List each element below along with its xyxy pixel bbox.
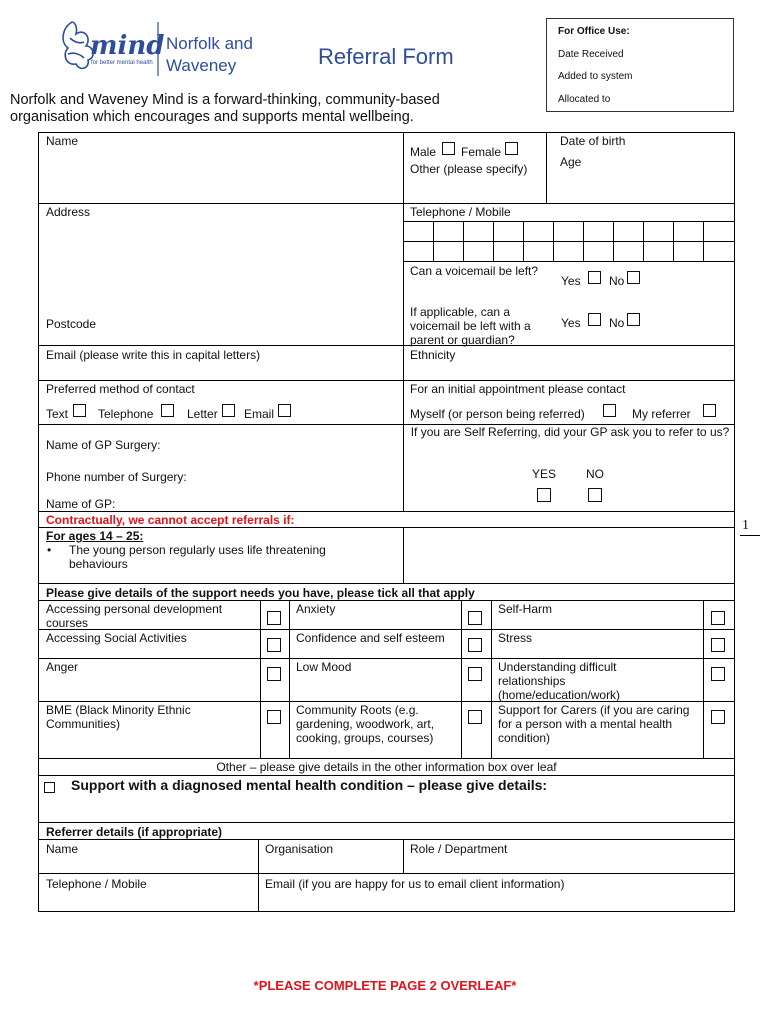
need-anxiety-checkbox[interactable] bbox=[468, 611, 482, 625]
office-use-title: For Office Use: bbox=[558, 26, 630, 37]
need-bme: BME (Black Minority Ethnic Communities) bbox=[46, 703, 191, 731]
self-referral-question: If you are Self Referring, did your GP ask you to refer to us? bbox=[410, 425, 730, 439]
voicemail-yes-checkbox[interactable] bbox=[588, 271, 601, 284]
female-checkbox[interactable] bbox=[505, 142, 518, 155]
bullet-icon: • bbox=[47, 543, 52, 557]
office-added-to-system: Added to system bbox=[558, 71, 633, 82]
diagnosed-heading: Support with a diagnosed mental health condition – please give details: bbox=[71, 777, 548, 793]
voicemail-guardian-label: If applicable, can a voicemail be left with a parent or guardian? bbox=[410, 305, 531, 347]
need-carers: Support for Carers (if you are caring for a person with a mental health condition) bbox=[498, 703, 690, 745]
email-label: Email (please write this in capital letters) bbox=[46, 348, 261, 362]
name-label: Name bbox=[46, 134, 79, 148]
dob-label: Date of birth bbox=[560, 134, 626, 148]
exclusion-ages: For ages 14 – 25: bbox=[46, 529, 144, 543]
voicemail-no-checkbox[interactable] bbox=[627, 271, 640, 284]
initial-appointment-label: For an initial appointment please contact bbox=[410, 382, 626, 396]
female-label: Female bbox=[461, 145, 502, 159]
need-community-roots-checkbox[interactable] bbox=[468, 710, 482, 724]
need-low-mood-checkbox[interactable] bbox=[468, 667, 482, 681]
need-confidence: Confidence and self esteem bbox=[296, 631, 445, 645]
address-label: Address bbox=[46, 205, 91, 219]
need-stress: Stress bbox=[498, 631, 533, 645]
gp-surgery-label: Name of GP Surgery: bbox=[46, 438, 161, 452]
voicemail-label: Can a voicemail be left? bbox=[410, 264, 539, 278]
office-date-received: Date Received bbox=[558, 49, 624, 60]
referrer-heading: Referrer details (if appropriate) bbox=[46, 825, 223, 839]
voicemail-no-label: No bbox=[609, 274, 625, 288]
self-referral-no-label: NO bbox=[586, 467, 604, 481]
contact-letter-label: Letter bbox=[187, 407, 218, 421]
guardian-yes-checkbox[interactable] bbox=[588, 313, 601, 326]
need-stress-checkbox[interactable] bbox=[711, 638, 725, 652]
need-community-roots: Community Roots (e.g. gardening, woodwork, art, cooking, groups, courses) bbox=[296, 703, 435, 745]
logo-region-line2: Waveney bbox=[166, 56, 237, 75]
need-carers-checkbox[interactable] bbox=[711, 710, 725, 724]
need-social-activities: Accessing Social Activities bbox=[46, 631, 187, 645]
gp-name-label: Name of GP: bbox=[46, 497, 116, 511]
guardian-yes-label: Yes bbox=[561, 316, 581, 330]
exclusion-heading: Contractually, we cannot accept referrals if: bbox=[46, 513, 295, 527]
office-use-box bbox=[546, 18, 734, 112]
need-personal-development: Accessing personal development courses bbox=[46, 602, 223, 630]
need-personal-development-checkbox[interactable] bbox=[267, 611, 281, 625]
appointment-referrer-checkbox[interactable] bbox=[703, 404, 716, 417]
need-anger: Anger bbox=[46, 660, 79, 674]
need-confidence-checkbox[interactable] bbox=[468, 638, 482, 652]
referrer-email-label: Email (if you are happy for us to email client information) bbox=[265, 877, 565, 891]
referrer-name-label: Name bbox=[46, 842, 79, 856]
preferred-contact-label: Preferred method of contact bbox=[46, 382, 195, 396]
logo-word: mind bbox=[90, 31, 165, 61]
need-anxiety: Anxiety bbox=[296, 602, 336, 616]
male-checkbox[interactable] bbox=[442, 142, 455, 155]
guardian-no-label: No bbox=[609, 316, 625, 330]
telephone-label: Telephone / Mobile bbox=[410, 205, 511, 219]
contact-email-label: Email bbox=[244, 407, 275, 421]
page-number: 1 bbox=[742, 518, 749, 533]
need-self-harm-checkbox[interactable] bbox=[711, 611, 725, 625]
logo-region-line1: Norfolk and bbox=[166, 34, 253, 53]
appointment-myself-checkbox[interactable] bbox=[603, 404, 616, 417]
guardian-no-checkbox[interactable] bbox=[627, 313, 640, 326]
page-number-rule bbox=[740, 535, 760, 536]
need-self-harm: Self-Harm bbox=[498, 602, 553, 616]
self-referral-yes-label: YES bbox=[532, 467, 557, 481]
male-label: Male bbox=[410, 145, 437, 159]
other-gender-label: Other (please specify) bbox=[410, 162, 528, 176]
complete-overleaf-note: *PLEASE COMPLETE PAGE 2 OVERLEAF* bbox=[253, 978, 517, 993]
diagnosed-checkbox[interactable] bbox=[44, 782, 55, 793]
contact-letter-checkbox[interactable] bbox=[222, 404, 235, 417]
gp-phone-label: Phone number of Surgery: bbox=[46, 470, 187, 484]
logo-tagline: for better mental health bbox=[91, 60, 153, 66]
need-social-activities-checkbox[interactable] bbox=[267, 638, 281, 652]
contact-text-checkbox[interactable] bbox=[73, 404, 86, 417]
intro-text: Norfolk and Waveney Mind is a forward-thinking, community-based organisation which encourages and supports mental wellbeing. bbox=[10, 92, 440, 125]
ethnicity-label: Ethnicity bbox=[410, 348, 456, 362]
need-relationships: Understanding difficult relationships (home/education/work) bbox=[498, 660, 621, 702]
contact-email-checkbox[interactable] bbox=[278, 404, 291, 417]
exclusion-bullet: The young person regularly uses life threatening behaviours bbox=[69, 543, 326, 571]
mind-logo bbox=[58, 18, 268, 80]
appointment-referrer-label: My referrer bbox=[632, 407, 691, 421]
referrer-telephone-label: Telephone / Mobile bbox=[46, 877, 147, 891]
contact-text-label: Text bbox=[46, 407, 69, 421]
self-referral-no-checkbox[interactable] bbox=[588, 488, 602, 502]
appointment-myself-label: Myself (or person being referred) bbox=[410, 407, 585, 421]
referrer-organisation-label: Organisation bbox=[265, 842, 334, 856]
page-title: Referral Form bbox=[318, 44, 454, 69]
voicemail-yes-label: Yes bbox=[561, 274, 581, 288]
need-bme-checkbox[interactable] bbox=[267, 710, 281, 724]
postcode-label: Postcode bbox=[46, 317, 97, 331]
needs-heading: Please give details of the support needs you have, please tick all that apply bbox=[46, 586, 475, 600]
contact-telephone-label: Telephone bbox=[98, 407, 154, 421]
office-allocated-to: Allocated to bbox=[558, 94, 611, 105]
need-low-mood: Low Mood bbox=[296, 660, 352, 674]
age-label: Age bbox=[560, 155, 582, 169]
referrer-role-label: Role / Department bbox=[410, 842, 508, 856]
need-anger-checkbox[interactable] bbox=[267, 667, 281, 681]
contact-telephone-checkbox[interactable] bbox=[161, 404, 174, 417]
need-relationships-checkbox[interactable] bbox=[711, 667, 725, 681]
other-details-note: Other – please give details in the other information box over leaf bbox=[216, 760, 557, 774]
self-referral-yes-checkbox[interactable] bbox=[537, 488, 551, 502]
